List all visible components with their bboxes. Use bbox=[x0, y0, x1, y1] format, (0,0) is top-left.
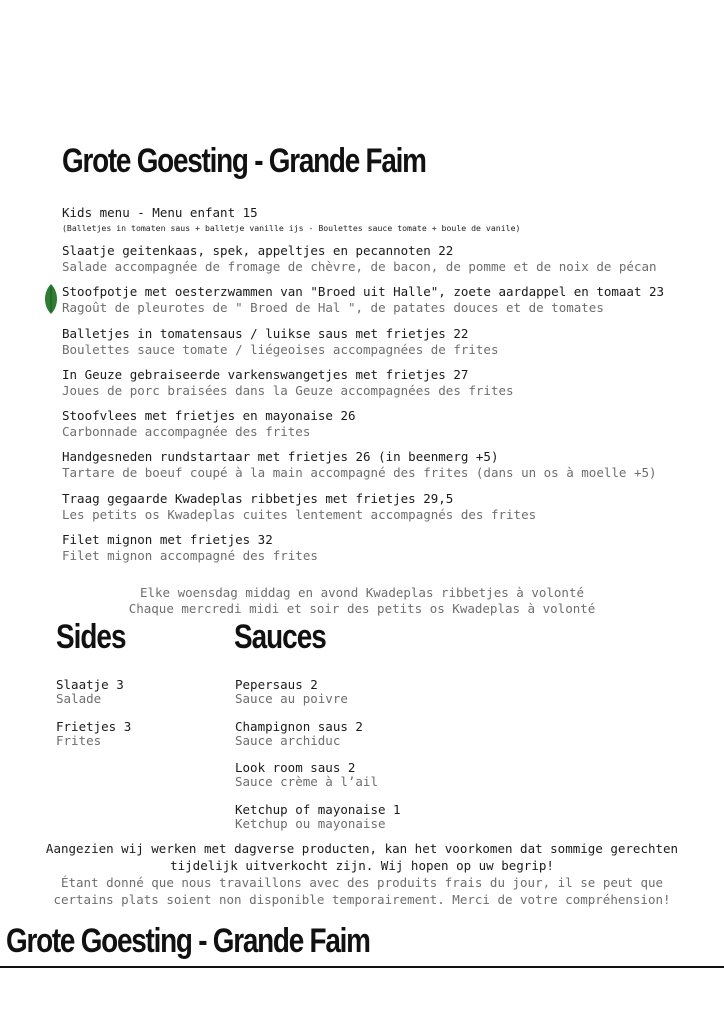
sauce-item bbox=[235, 720, 401, 762]
notice-nl-line2: tijdelijk uitverkocht zijn. Wij hopen op uw begrip! bbox=[170, 858, 554, 873]
sauce-name-nl: Pepersaus 2 bbox=[235, 677, 318, 692]
sauce-name-nl: Look room saus 2 bbox=[235, 760, 356, 775]
dish-name-fr: Salade accompagnée de fromage de chèvre, de bacon, de pomme et de noix de pécan bbox=[62, 259, 657, 274]
sauce-item bbox=[235, 761, 401, 803]
sauce-name-nl: Ketchup of mayonaise 1 bbox=[235, 801, 401, 817]
side-item bbox=[56, 720, 131, 762]
dish-item bbox=[62, 449, 702, 490]
dish-item bbox=[62, 326, 702, 367]
sauce-name-nl: Champignon saus 2 bbox=[235, 718, 363, 734]
dish-name-nl: In Geuze gebraiseerde varkenswangetjes met frietjes 27 bbox=[62, 366, 469, 382]
side-name-nl: Slaatje 3 bbox=[56, 677, 124, 692]
dish-item bbox=[62, 532, 702, 573]
menu-title: Grote Goesting - Grande Faim bbox=[62, 142, 426, 180]
footer-title: Grote Goesting - Grande Faim bbox=[6, 922, 370, 960]
side-item bbox=[56, 678, 131, 720]
sauce-item bbox=[235, 803, 401, 845]
weekly-promo bbox=[0, 585, 724, 617]
notice-fr-line1: Étant donné que nous travaillons avec des produits frais du jour, il se peut que bbox=[60, 875, 664, 890]
dish-name-nl: Handgesneden rundstartaar met frietjes 26 (in beenmerg +5) bbox=[62, 449, 499, 465]
sauce-name-fr: Ketchup ou mayonaise bbox=[235, 815, 386, 831]
leaf-icon bbox=[44, 283, 58, 315]
sauces-heading: Sauces bbox=[234, 618, 326, 656]
sides-list bbox=[56, 678, 131, 761]
dish-name-nl: Stoofpotje met oesterzwammen van "Broed uit Halle", zoete aardappel en tomaat 23 bbox=[62, 284, 665, 300]
dish-name-nl: Slaatje geitenkaas, spek, appeltjes en pecannoten 22 bbox=[62, 243, 454, 258]
sauce-item bbox=[235, 678, 401, 720]
dish-name-fr: Tartare de boeuf coupé à la main accompagné des frites (dans un os à moelle +5) bbox=[62, 465, 657, 481]
dish-name-nl: Filet mignon met frietjes 32 bbox=[62, 532, 273, 548]
notice-nl-line1: Aangezien wij werken met dagverse producten, kan het voorkomen dat sommige gerechten bbox=[45, 841, 679, 856]
dish-name-nl: Balletjes in tomatensaus / luikse saus met frietjes 22 bbox=[62, 325, 469, 341]
dish-name-nl: Traag gegaarde Kwadeplas ribbetjes met frietjes 29,5 bbox=[62, 490, 454, 506]
side-name-nl: Frietjes 3 bbox=[56, 718, 132, 734]
dish-name-fr: Ragoût de pleurotes de " Broed de Hal ", de patates douces et de tomates bbox=[62, 300, 604, 316]
dish-name-fr: Filet mignon accompagné des frites bbox=[62, 548, 318, 564]
dish-name-fr: Boulettes sauce tomate / liégeoises accompagnées de frites bbox=[62, 341, 499, 357]
kids-menu bbox=[62, 204, 520, 235]
sauces-list bbox=[235, 678, 401, 844]
dish-list bbox=[62, 243, 702, 573]
notice-fr-line2: certains plats soient non disponible temporairement. Merci de votre compréhension! bbox=[53, 892, 671, 907]
kids-menu-detail: (Balletjes in tomaten saus + balletje vanille ijs - Boulettes sauce tomate + boule de vanile) bbox=[62, 223, 521, 233]
side-name-fr: Frites bbox=[56, 732, 102, 748]
dish-name-nl: Stoofvlees met frietjes en mayonaise 26 bbox=[62, 408, 356, 424]
sauce-name-fr: Sauce crème à l’ail bbox=[235, 774, 378, 789]
footer-divider bbox=[0, 966, 724, 968]
dish-item bbox=[62, 243, 702, 284]
sauce-name-fr: Sauce archiduc bbox=[235, 732, 341, 748]
side-name-fr: Salade bbox=[56, 691, 102, 706]
dish-item bbox=[62, 284, 702, 325]
promo-nl: Elke woensdag middag en avond Kwadeplas ribbetjes à volonté bbox=[139, 585, 584, 600]
dish-name-fr: Les petits os Kwadeplas cuites lentement accompagnés des frites bbox=[62, 506, 537, 522]
dish-name-fr: Joues de porc braisées dans la Geuze accompagnées des frites bbox=[62, 382, 514, 398]
kids-menu-label: Kids menu - Menu enfant 15 bbox=[62, 205, 258, 220]
dish-item bbox=[62, 367, 702, 408]
dish-name-fr: Carbonnade accompagnée des frites bbox=[62, 424, 311, 440]
availability-notice bbox=[0, 840, 724, 908]
promo-fr: Chaque mercredi midi et soir des petits os Kwadeplas à volonté bbox=[128, 601, 596, 616]
dish-item bbox=[62, 491, 702, 532]
dish-item bbox=[62, 408, 702, 449]
sauce-name-fr: Sauce au poivre bbox=[235, 691, 348, 706]
sides-heading: Sides bbox=[56, 618, 126, 656]
